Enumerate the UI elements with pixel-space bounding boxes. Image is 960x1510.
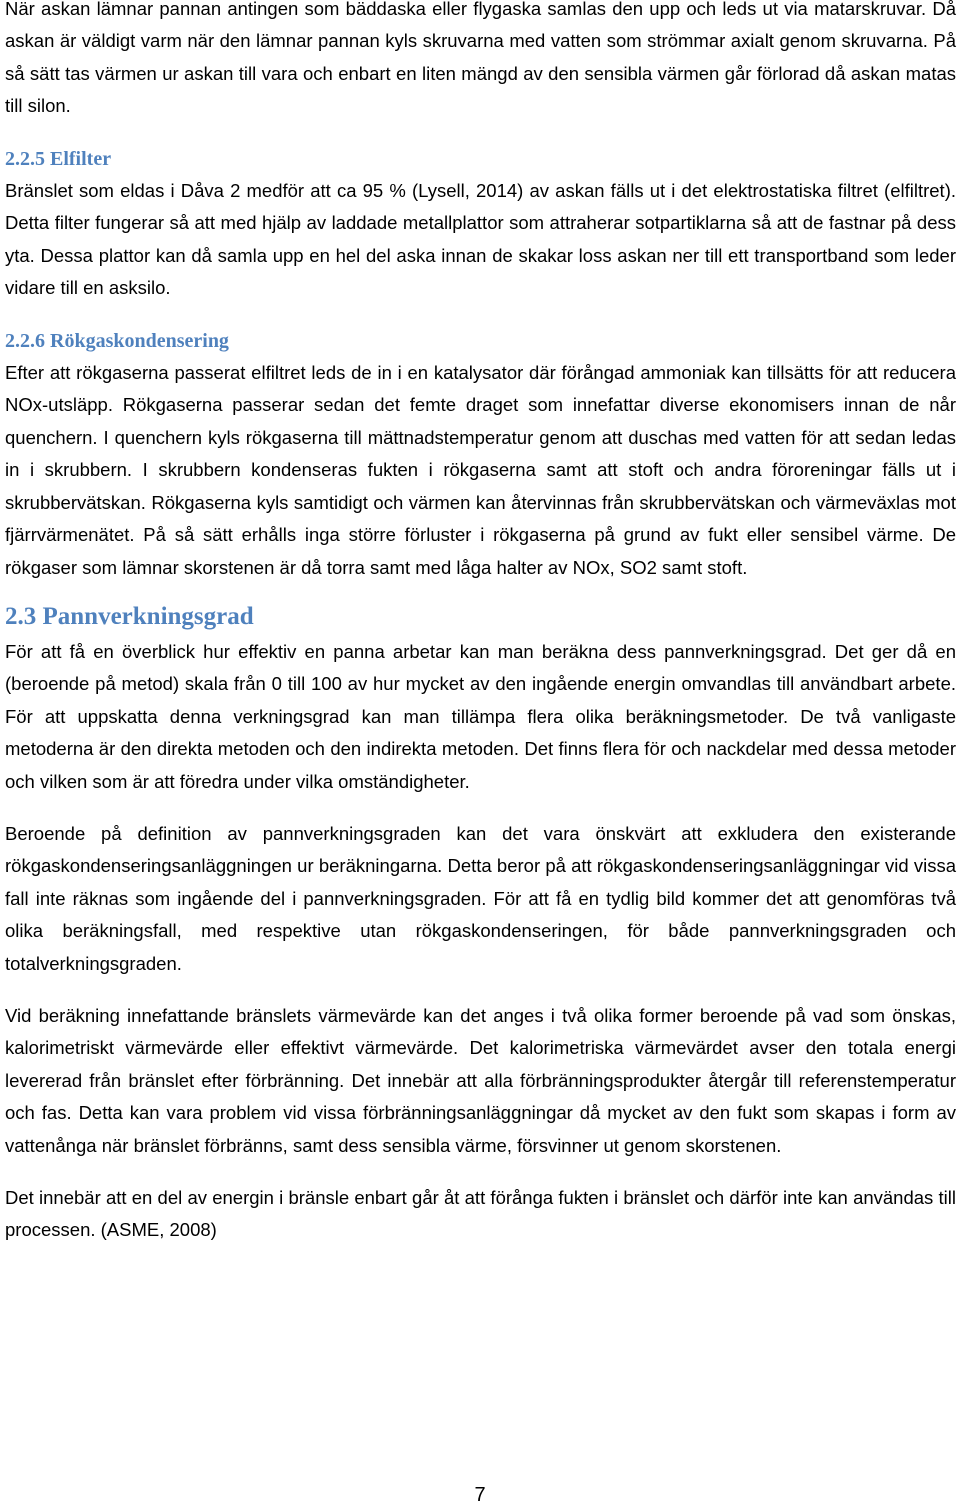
page-number: 7 xyxy=(474,1484,486,1506)
rokgaskondensering-paragraph: Efter att rökgaserna passerat elfiltret leds de in i en katalysator där förångad ammoniak kan tillsätts för att reducera NOx-utsläpp. Rökgaserna passerar sedan det femte draget som innefattar diverse ekonomisers innan de når quenchern. I quenchern kyls rökgaserna till mättnadstemperatur genom att duschas med vatten för att sedan ledas in i skrubbern. I skrubbern kondenseras fukten i rökgaserna samt att stoft och andra föroreningar fälls ut i skrubbervätskan. Rökgaserna kyls samtidigt och värmen kan återvinnas från skrubbervätskan och värmeväxlas mot fjärrvärmenätet. På så sätt erhålls inga större förluster i rökgaserna på grund av fukt eller sensibel värme. De rökgaser som lämnar skorstenen är då torra samt med låga halter av NOx, SO2 samt stoft. xyxy=(5,362,956,578)
pannverkningsgrad-paragraph-1: För att få en överblick hur effektiv en panna arbetar kan man beräkna dess pannverkningsgrad. Det ger då en (beroende på metod) skala från 0 till 100 av hur mycket av den ingående energin omvandlas till användbart arbete. För att uppskatta denna verkningsgrad kan man tillämpa flera olika beräkningsmetoder. De två vanligaste metoderna är den direkta metoden och den indirekta metoden. Det finns flera för och nackdelar med dessa metoder och vilken som är att föredra under vilka omständigheter. xyxy=(5,640,956,792)
intro-paragraph: När askan lämnar pannan antingen som bäddaska eller flygaska samlas den upp och leds ut via matarskruvar. Då askan är väldigt varm när den lämnar pannan kyls skruvarna med vatten som strömmar axialt genom skruvarna. På så sätt tas värmen ur askan till vara och enbart en liten mängd av den sensibla värmen går förlorad då askan matas till silon. xyxy=(5,0,956,117)
elfilter-paragraph: Bränslet som eldas i Dåva 2 medför att ca 95 % (Lysell, 2014) av askan fälls ut i det elektrostatiska filtret (elfiltret). Detta filter fungerar så att med hjälp av laddade metallplattor som attraherar sotpartiklarna så att de fastnar på dess yta. Dessa plattor kan då samla upp en hel del aska innan de skakar loss askan ner till ett transportband som leder vidare till en asksilo. xyxy=(5,180,956,299)
pannverkningsgrad-paragraph-3: Vid beräkning innefattande bränslets värmevärde kan det anges i två olika former beroende på vad som önskas, kalorimetriskt värmevärde eller effektivt värmevärde. Det kalorimetriska värmevärdet avser den totala energi levererad från bränslet efter förbränning. Det innebär att alla förbränningsprodukter återgår till referenstemperatur och fas. Detta kan vara problem vid vissa förbränningsanläggningar då mycket av den fukt som skapas i form av vattenånga när bränslet förbränns, samt dess sensibla värme, försvinner ut genom skorstenen. xyxy=(5,1004,956,1156)
section-heading-elfilter: 2.2.5 Elfilter xyxy=(5,147,112,170)
document-body xyxy=(5,0,956,1247)
pannverkningsgrad-paragraph-2: Beroende på definition av pannverkningsgraden kan det vara önskvärt att exkludera den existerande rökgaskondenseringsanläggningen ur beräkningarna. Detta beror på att rökgaskondenseringsanläggningar vid vissa fall inte räknas som ingående del i pannverkningsgraden. För att få en tydlig bild kommer det att genomföras två olika beräkningsfall, med respektive utan rökgaskondenseringen, för både pannverkningsgraden och totalverkningsgraden. xyxy=(5,822,956,974)
pannverkningsgrad-paragraph-4: Det innebär att en del av energin i bränsle enbart går åt att förånga fukten i bränslet och därför inte kan användas till processen. (ASME, 2008) xyxy=(5,1187,956,1241)
section-heading-pannverkningsgrad: 2.3 Pannverkningsgrad xyxy=(5,602,254,630)
section-heading-rokgaskondensering: 2.2.6 Rökgaskondensering xyxy=(5,329,229,352)
